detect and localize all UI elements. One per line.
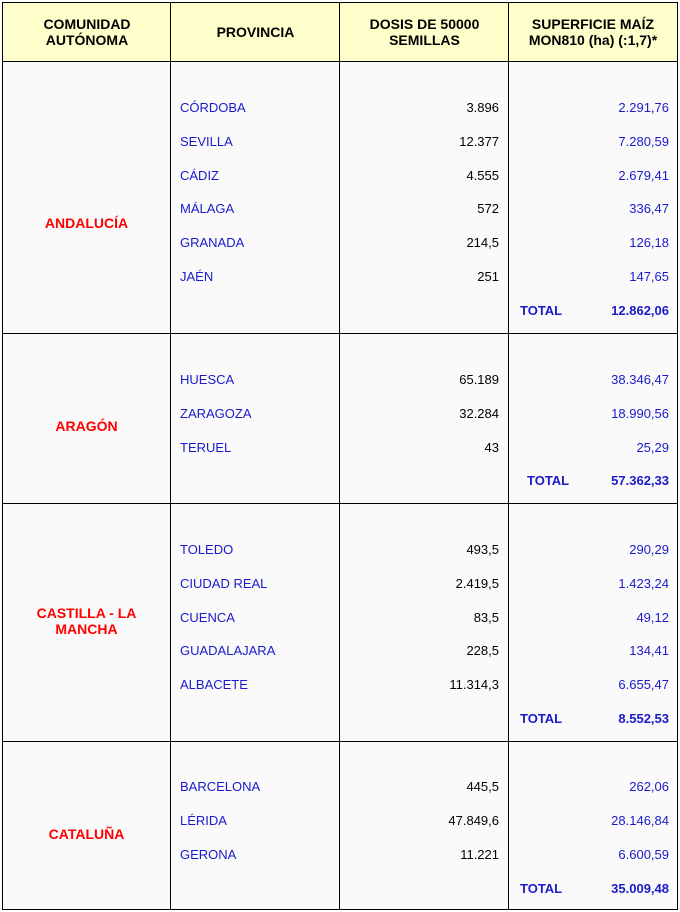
provincia-cell: TOLEDO [180,542,234,557]
region-divider [3,741,677,742]
dosis-cell: 12.377 [459,134,499,149]
provincia-cell: CIUDAD REAL [180,576,268,591]
header-provincia: PROVINCIA [216,23,295,40]
superficie-cell: 147,65 [629,269,669,284]
superficie-cell: 2.679,41 [618,168,669,183]
provincia-cell: GERONA [180,847,237,862]
dosis-cell: 32.284 [459,406,499,421]
region-name: CATALUÑA [48,826,125,842]
total-value: 35.009,48 [611,881,669,896]
provincia-cell: TERUEL [180,440,232,455]
superficie-cell: 6.655,47 [618,677,669,692]
superficie-cell: 38.346,47 [611,372,669,387]
total-value: 12.862,06 [611,303,669,318]
dosis-cell: 65.189 [459,372,499,387]
superficie-cell: 7.280,59 [618,134,669,149]
total-value: 57.362,33 [611,473,669,488]
provincia-cell: CÁDIZ [180,168,219,183]
dosis-cell: 228,5 [466,643,499,658]
superficie-cell: 134,41 [629,643,669,658]
total-label: TOTAL [527,473,570,488]
provincia-cell: MÁLAGA [180,201,235,216]
region-name: CASTILLA - LA MANCHA [36,605,137,637]
provincia-cell: GUADALAJARA [180,643,276,658]
provincia-cell: BARCELONA [180,779,261,794]
superficie-cell: 262,06 [629,779,669,794]
superficie-cell: 126,18 [629,235,669,250]
dosis-cell: 4.555 [466,168,499,183]
superficie-cell: 290,29 [629,542,669,557]
superficie-cell: 49,12 [636,610,669,625]
provincia-cell: HUESCA [180,372,235,387]
header-dosis: DOSIS DE 50000 SEMILLAS [369,15,480,48]
dosis-cell: 2.419,5 [455,576,499,591]
dosis-cell: 214,5 [466,235,499,250]
seed-dose-table [2,2,678,910]
dosis-cell: 3.896 [466,100,499,115]
region-name: ANDALUCÍA [44,215,129,231]
header-superficie: SUPERFICIE MAÍZ MON810 (ha) (:1,7)* [528,15,658,48]
provincia-cell: CÓRDOBA [180,100,246,115]
dosis-cell: 47.849,6 [448,813,499,828]
dosis-cell: 11.221 [460,847,499,862]
provincia-cell: LÉRIDA [180,813,227,828]
provincia-cell: GRANADA [180,235,245,250]
provincia-cell: ALBACETE [180,677,248,692]
superficie-cell: 6.600,59 [618,847,669,862]
header-comunidad: COMUNIDAD AUTÓNOMA [43,15,131,48]
region-divider [3,333,677,334]
provincia-cell: JAÉN [180,269,214,284]
column-divider [170,3,171,909]
superficie-cell: 25,29 [636,440,669,455]
dosis-cell: 251 [477,269,499,284]
dosis-cell: 11.314,3 [449,677,499,692]
region-divider [3,503,677,504]
superficie-cell: 336,47 [629,201,669,216]
total-label: TOTAL [520,881,563,896]
dosis-cell: 43 [484,440,499,455]
total-label: TOTAL [520,711,563,726]
dosis-cell: 572 [477,201,499,216]
superficie-cell: 28.146,84 [611,813,669,828]
dosis-cell: 445,5 [466,779,499,794]
provincia-cell: SEVILLA [180,134,233,149]
total-label: TOTAL [520,303,563,318]
total-value: 8.552,53 [618,711,669,726]
superficie-cell: 18.990,56 [611,406,669,421]
superficie-cell: 1.423,24 [618,576,669,591]
table-header [3,3,677,62]
region-name: ARAGÓN [55,418,118,434]
provincia-cell: CUENCA [180,610,235,625]
dosis-cell: 83,5 [473,610,499,625]
superficie-cell: 2.291,76 [618,100,669,115]
column-divider [339,3,340,909]
column-divider [508,3,509,909]
dosis-cell: 493,5 [466,542,499,557]
provincia-cell: ZARAGOZA [180,406,252,421]
